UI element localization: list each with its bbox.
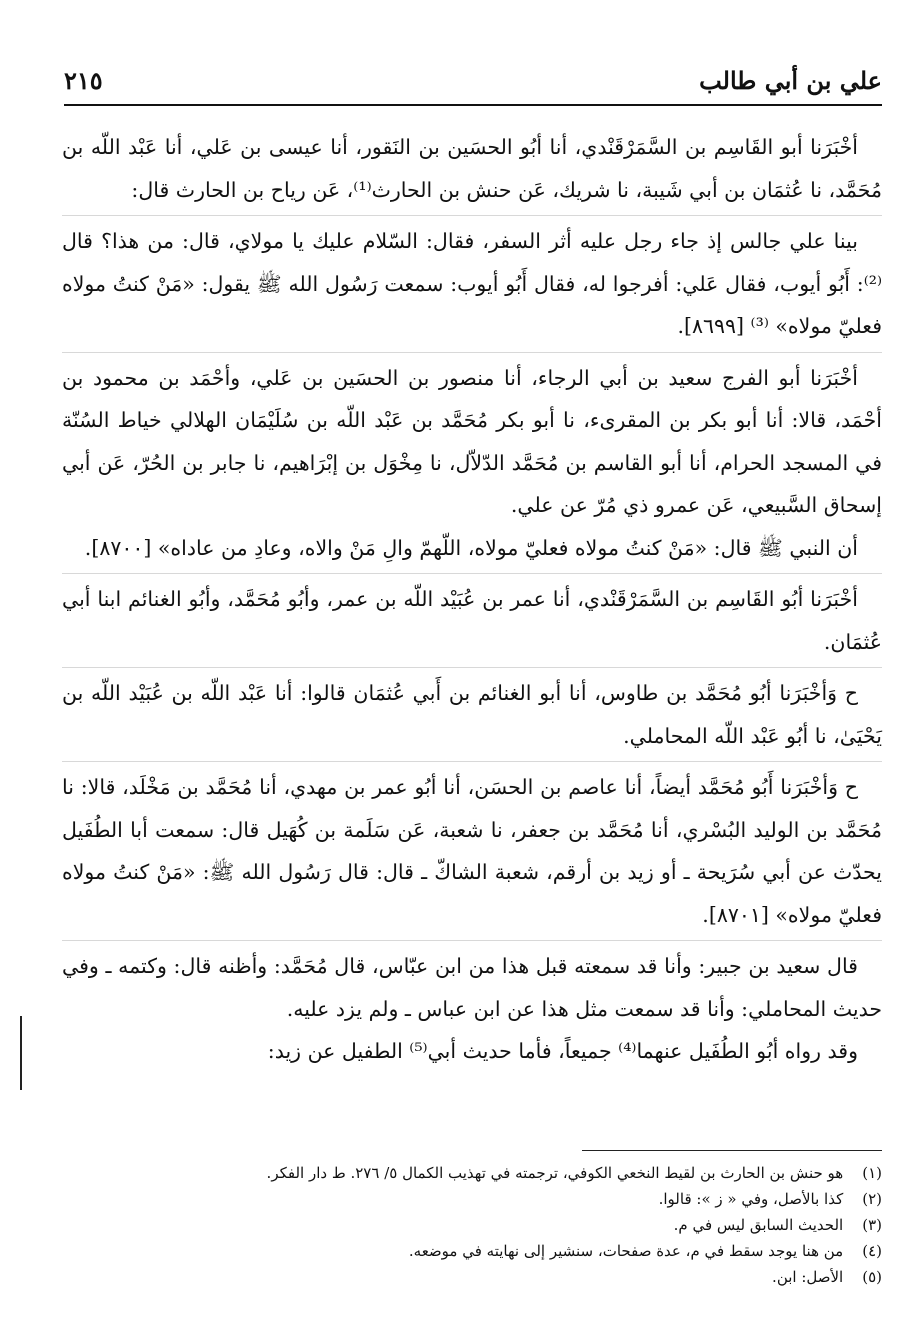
footnotes bbox=[62, 1160, 882, 1290]
footnote bbox=[62, 1238, 882, 1264]
paragraph: أخْبَرَنا أبُو القَاسِم بن السَّمَرْقَنْدي، أنا عمر بن عُبَيْد اللّه بن عمر، وأبُو مُحَمَّد، وأبُو الغنائم ابنا أبي عُثمَان. bbox=[62, 573, 882, 663]
footnote-number: (١) bbox=[862, 1164, 882, 1182]
footnote bbox=[62, 1264, 882, 1290]
paragraph: ح وَأخْبَرَنا أَبُو مُحَمَّد أيضاً، أنا عاصم بن الحسَن، أنا أبُو عمر بن مهدي، أنا مُحَمَّد بن مَخْلَد، قالا: نا مُحَمَّد بن الوليد البُسْري، أنا مُحَمَّد بن جعفر، نا شعبة، عَن سَلَمة بن كُهَيل قال: سمعت أبا الطُفَيل يحدّث عن أبي سُرَيحة ـ أو زيد بن أرقم، شعبة الشاكّ ـ قال: قال رَسُول الله ﷺ: «مَنْ كنتُ مولاه فعليّ مولاه» [٨٧٠١]. bbox=[62, 761, 882, 936]
paragraph: أخْبَرَنا أبو الفرج سعيد بن أبي الرجاء، أنا منصور بن الحسَين بن عَلي، وأحْمَد بن محمود بن أحْمَد، قالا: أنا أبو بكر بن المقرىء، نا أبو بكر مُحَمَّد بن عَبْد اللّه بن سُلَيْمَان الهلالي خياط السُنّة في المسجد الحرام، أنا أبو القاسم بن مُحَمَّد الدّلاّل، نا مِخْوَل بن إبْرَاهيم، نا جابر بن الحُرّ، عَن أبي إسحاق السَّبيعي، عَن عمرو ذي مُرّ عن علي. bbox=[62, 352, 882, 527]
footnote-number: (٥) bbox=[862, 1268, 882, 1286]
footnote-text: كذا بالأصل، وفي « ز »: قالوا. bbox=[658, 1190, 844, 1208]
paragraph: بينا علي جالس إذ جاء رجل عليه أثر السفر، فقال: السّلام عليك يا مولاي، قال: من هذا؟ قال ⁽²⁾: أَبُو أيوب، فقال عَلي: أفرجوا له، فقال أَبُو أيوب: سمعت رَسُول الله ﷺ يقول: «مَنْ كنتُ مولاه فعليّ مولاه» ⁽³⁾ [٨٦٩٩]. bbox=[62, 215, 882, 348]
footnote-row bbox=[62, 1212, 882, 1238]
footnote bbox=[62, 1160, 882, 1186]
footnote-text: هو حنش بن الحارث بن لقيط النخعي الكوفي، ترجمته في تهذيب الكمال ٥/ ٢٧٦. ط دار الفكر. bbox=[266, 1164, 844, 1182]
margin-line bbox=[20, 1016, 22, 1090]
page-header bbox=[64, 60, 882, 106]
main-text bbox=[62, 126, 882, 1073]
paragraph: ح وَأخْبَرَنا أبُو مُحَمَّد بن طاوس، أنا أبو الغنائم بن أَبي عُثمَان قالوا: أنا عَبْد اللّه بن عُبَيْد اللّه بن يَحْيَىٰ، نا أبُو عَبْد اللّه المحاملي. bbox=[62, 667, 882, 757]
paragraph: قال سعيد بن جبير: وأنا قد سمعته قبل هذا من ابن عبّاس، قال مُحَمَّد: وأظنه قال: وكتمه ـ وفي حديث المحاملي: وأنا قد سمعت مثل هذا عن ابن عباس ـ ولم يزد عليه. bbox=[62, 940, 882, 1030]
footnote-text: الحديث السابق ليس في م. bbox=[673, 1216, 844, 1234]
footnote-number: (٢) bbox=[862, 1190, 882, 1208]
paragraph: أن النبي ﷺ قال: «مَنْ كنتُ مولاه فعليّ مولاه، اللّهمّ والِ مَنْ والاه، وعادِ من عاداه» [٨٧٠٠]. bbox=[84, 535, 858, 560]
footnote-number: (٤) bbox=[862, 1242, 882, 1260]
footnote-text: من هنا يوجد سقط في م، عدة صفحات، سنشير إلى نهايته في موضعه. bbox=[408, 1242, 844, 1260]
footnote-text: الأصل: ابن. bbox=[772, 1268, 844, 1286]
footnote bbox=[62, 1186, 882, 1212]
page-number: ٢١٥ bbox=[64, 66, 103, 95]
footnote-number: (٣) bbox=[862, 1216, 882, 1234]
paragraph: وقد رواه أبُو الطُفَيل عنهما⁽⁴⁾ جميعاً، فأما حديث أبي⁽⁵⁾ الطفيل عن زيد: bbox=[267, 1039, 858, 1063]
paragraph: أخْبَرَنا أبو القَاسِم بن السَّمَرْقَنْدي، أنا أبُو الحسَين بن النَقور، أنا عيسى بن عَلي، أنا عَبْد اللّه بن مُحَمَّد، نا عُثمَان بن أبي شَيبة، نا شريك، عَن حنش بن الحارث⁽¹⁾، عَن رياح بن الحارث قال: bbox=[62, 135, 882, 202]
footnote bbox=[674, 1212, 882, 1238]
running-title: علي بن أبي طالب bbox=[699, 66, 882, 95]
footnote-divider bbox=[582, 1150, 882, 1151]
